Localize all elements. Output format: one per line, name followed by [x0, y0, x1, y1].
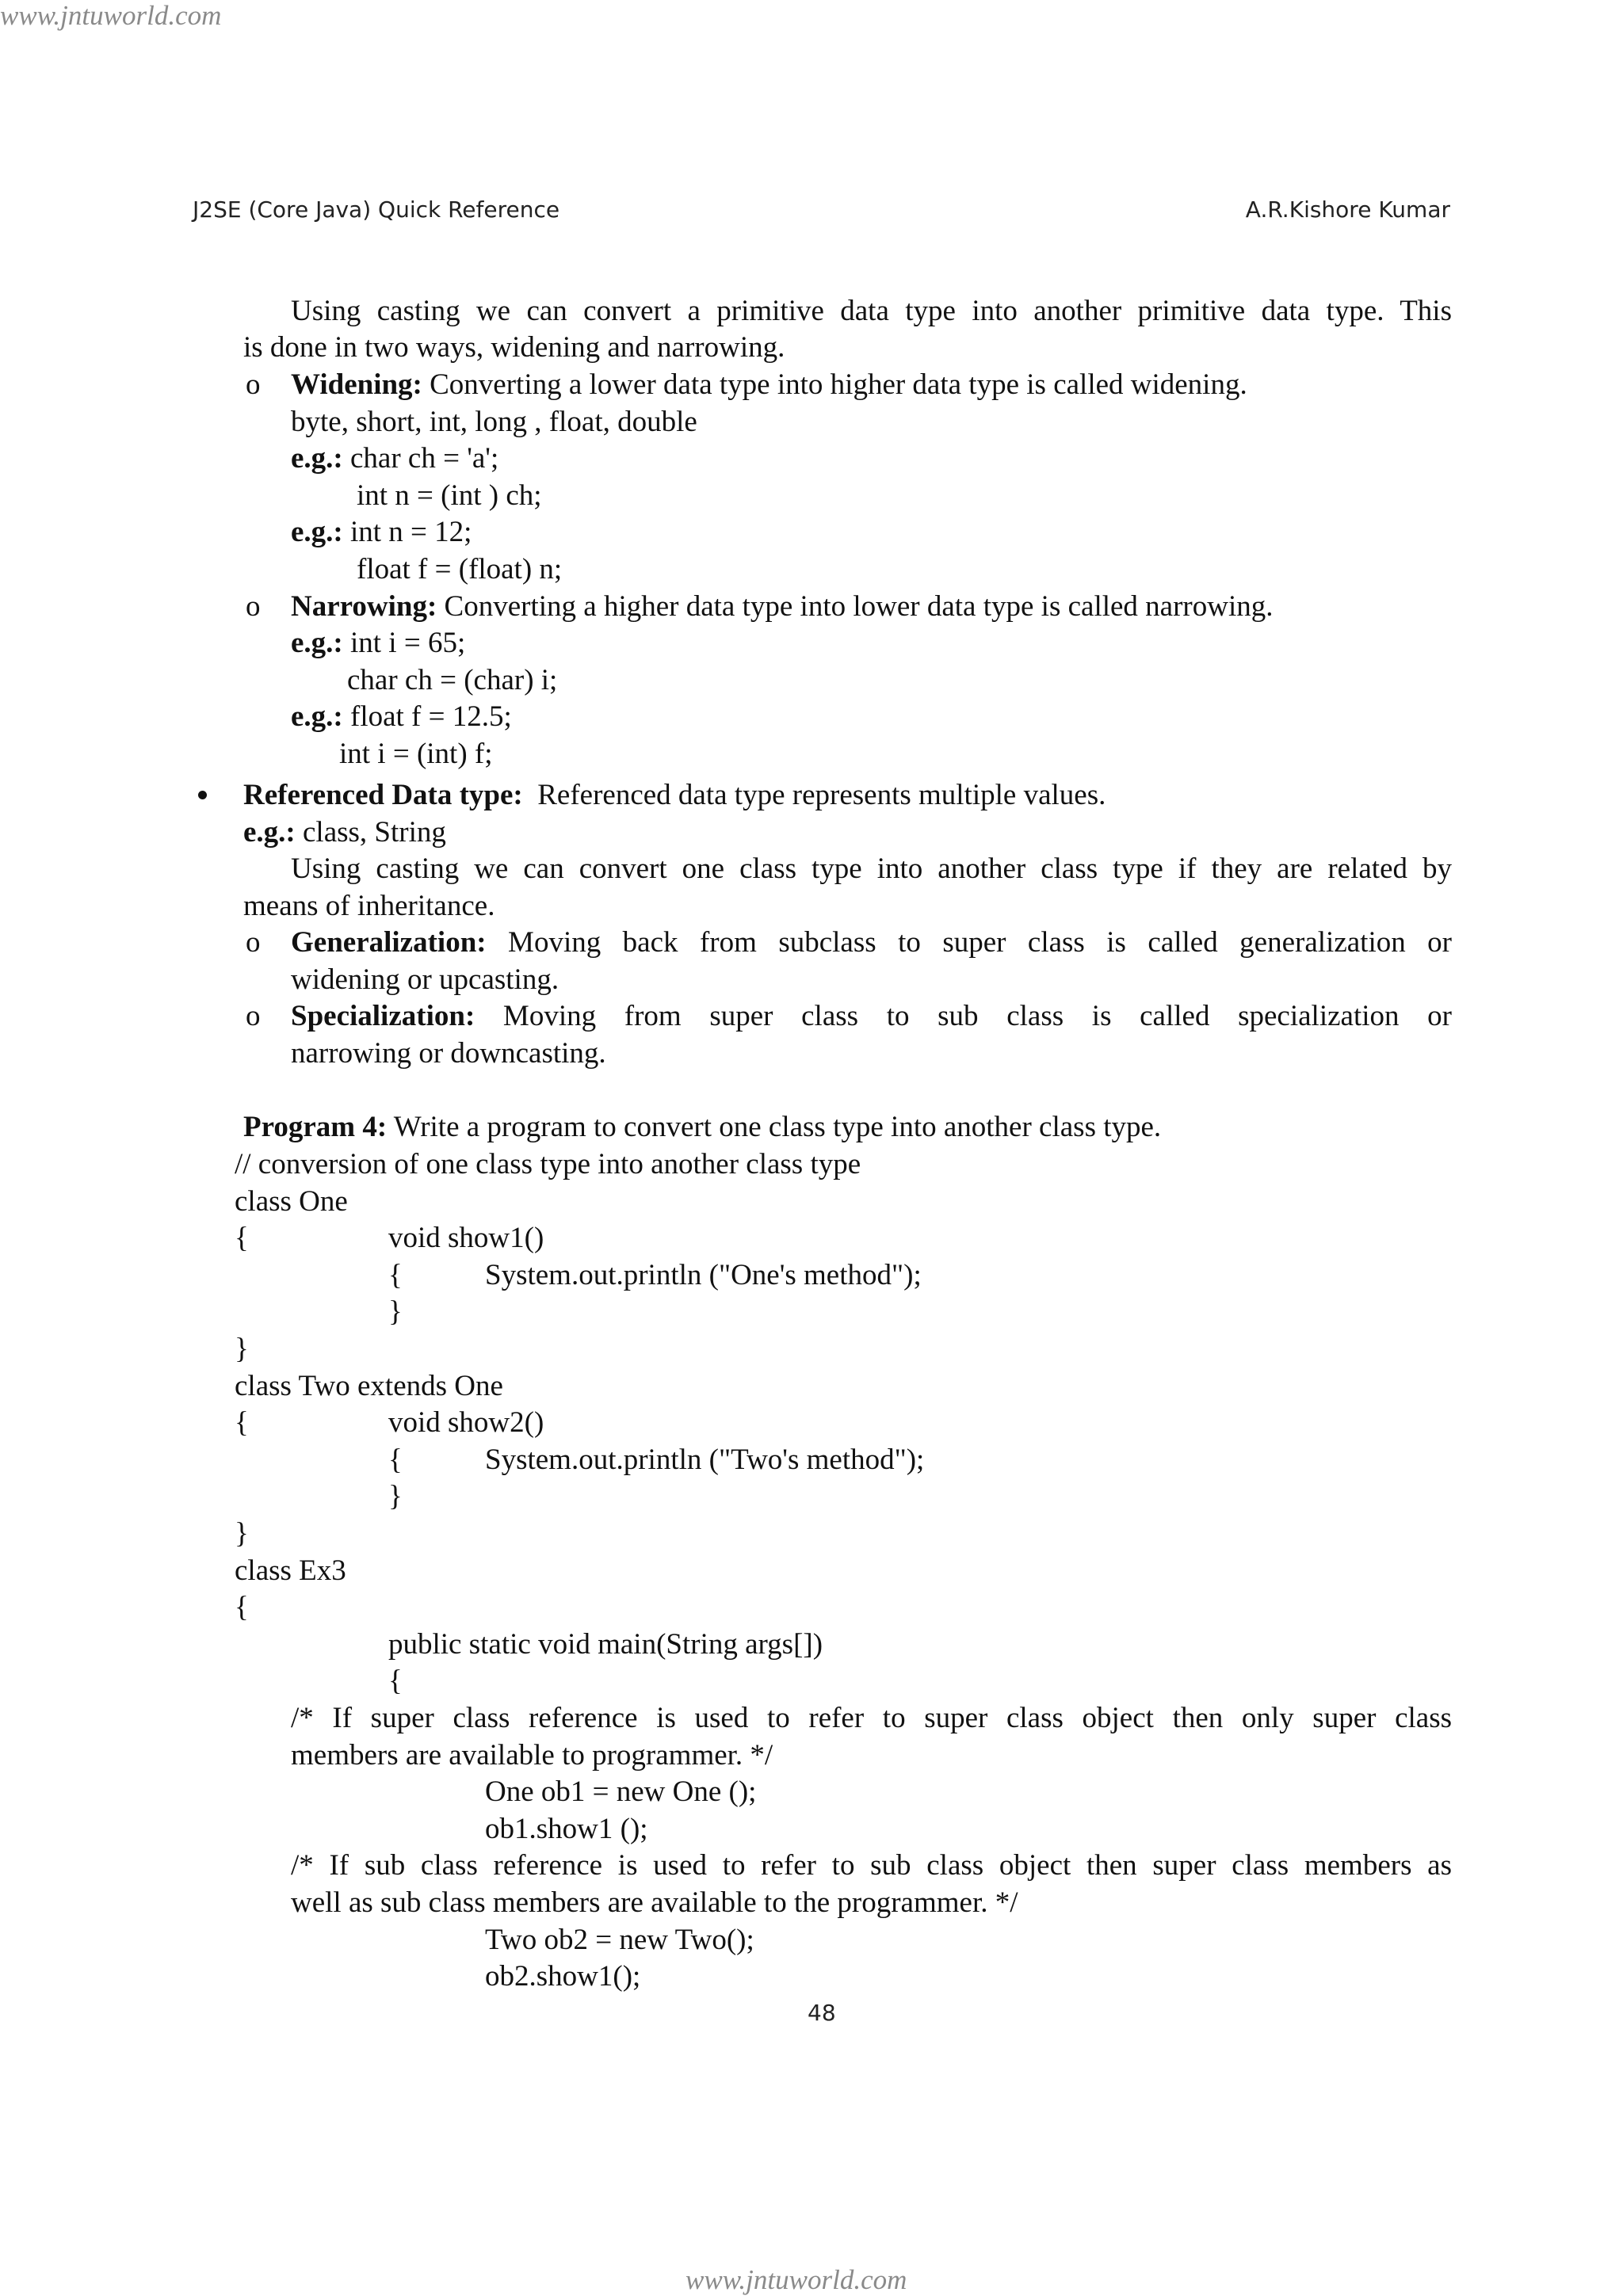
narrowing-example-2-line-2: int i = (int) f; [339, 738, 493, 770]
code-line: void show1() [388, 1222, 544, 1254]
example-code: int n = 12; [342, 516, 472, 548]
referenced-example [243, 814, 446, 851]
narrowing-example-1 [291, 625, 465, 662]
code-line: ob1.show1 (); [485, 1813, 648, 1845]
example-label: e.g.: [291, 516, 343, 548]
code-line: class Two extends One [235, 1370, 503, 1402]
specialization-text: Moving from super class to sub class is called specialization or [475, 1000, 1452, 1032]
widening-bullet: o [246, 368, 261, 401]
narrowing-bullet: o [246, 590, 261, 623]
program-label: Program 4: [243, 1111, 388, 1143]
referenced-definition [243, 777, 1106, 814]
referenced-term: Referenced Data type: [243, 779, 523, 811]
watermark-bottom: www.jntuworld.com [685, 2264, 907, 2295]
example-code: int i = 65; [342, 627, 466, 659]
code-line: Two ob2 = new Two(); [485, 1924, 754, 1956]
specialization-bullet: o [246, 1000, 261, 1032]
referenced-para-line-1: Using casting we can convert one class type into another class type if they are related by [291, 852, 1452, 885]
code-line: // conversion of one class type into another class type [235, 1148, 861, 1180]
generalization-definition-line-2: widening or upcasting. [291, 963, 559, 996]
code-comment-line: members are available to programmer. */ [291, 1739, 773, 1772]
code-line: { [388, 1665, 403, 1697]
generalization-bullet: o [246, 926, 261, 959]
widening-example-1-line-2: int n = (int ) ch; [357, 479, 542, 512]
code-line: } [235, 1517, 249, 1550]
code-line: } [235, 1333, 249, 1365]
widening-example-2-line-2: float f = (float) n; [357, 553, 563, 585]
specialization-definition [291, 998, 1452, 1035]
narrowing-example-1-line-2: char ch = (char) i; [347, 664, 558, 696]
generalization-definition [291, 925, 1452, 961]
program-title: Write a program to convert one class type into another class type. [387, 1111, 1162, 1143]
generalization-term: Generalization: [291, 926, 487, 959]
code-line: } [388, 1480, 403, 1512]
code-line: System.out.println ("One's method"); [485, 1259, 922, 1291]
narrowing-term: Narrowing: [291, 590, 437, 623]
example-label: e.g.: [291, 627, 343, 659]
referenced-text: Referenced data type represents multiple values. [522, 779, 1106, 811]
referenced-bullet [198, 791, 207, 799]
header-right: A.R.Kishore Kumar [1245, 196, 1450, 223]
code-line: One ob1 = new One (); [485, 1775, 757, 1808]
code-line: void show2() [388, 1406, 544, 1439]
code-line: class Ex3 [235, 1554, 346, 1587]
narrowing-text: Converting a higher data type into lower data type is called narrowing. [437, 590, 1274, 623]
code-line: public static void main(String args[]) [388, 1628, 823, 1661]
code-comment-line: well as sub class members are available to the programmer. */ [291, 1886, 1018, 1919]
example-code: class, String [295, 816, 446, 849]
specialization-term: Specialization: [291, 1000, 475, 1032]
code-line: } [388, 1295, 403, 1328]
code-comment-line: /* If sub class reference is used to refer to sub class object then super class members as [291, 1849, 1452, 1882]
program-heading [243, 1109, 1161, 1146]
example-label: e.g.: [243, 816, 296, 849]
example-label: e.g.: [291, 700, 343, 733]
code-line: class One [235, 1185, 348, 1218]
page-number: 48 [808, 2000, 836, 2026]
code-line: { [388, 1444, 403, 1476]
narrowing-definition [291, 589, 1274, 625]
example-code: float f = 12.5; [342, 700, 512, 733]
header-left: J2SE (Core Java) Quick Reference [193, 196, 560, 223]
casting-intro-line-1: Using casting we can convert a primitive data type into another primitive data type. This [291, 295, 1452, 327]
referenced-para-line-2: means of inheritance. [243, 890, 495, 922]
example-code: char ch = 'a'; [342, 442, 499, 475]
widening-example-2 [291, 514, 472, 551]
casting-intro-line-2: is done in two ways, widening and narrowing. [243, 331, 785, 364]
widening-example-1 [291, 441, 498, 477]
code-line: ob2.show1(); [485, 1960, 641, 1993]
code-line: { [235, 1222, 249, 1254]
widening-order: byte, short, int, long , float, double [291, 406, 697, 438]
widening-text: Converting a lower data type into higher data type is called widening. [422, 368, 1247, 401]
code-line: { [235, 1591, 249, 1623]
code-line: { [388, 1259, 403, 1291]
watermark-top: www.jntuworld.com [0, 0, 222, 31]
widening-definition [291, 367, 1247, 403]
example-label: e.g.: [291, 442, 343, 475]
code-comment-line: /* If super class reference is used to refer to super class object then only super class [291, 1702, 1452, 1734]
code-line: { [235, 1406, 249, 1439]
narrowing-example-2 [291, 699, 512, 735]
code-line: System.out.println ("Two's method"); [485, 1444, 925, 1476]
specialization-definition-line-2: narrowing or downcasting. [291, 1037, 606, 1070]
widening-term: Widening: [291, 368, 422, 401]
generalization-text: Moving back from subclass to super class is called generalization or [486, 926, 1452, 959]
